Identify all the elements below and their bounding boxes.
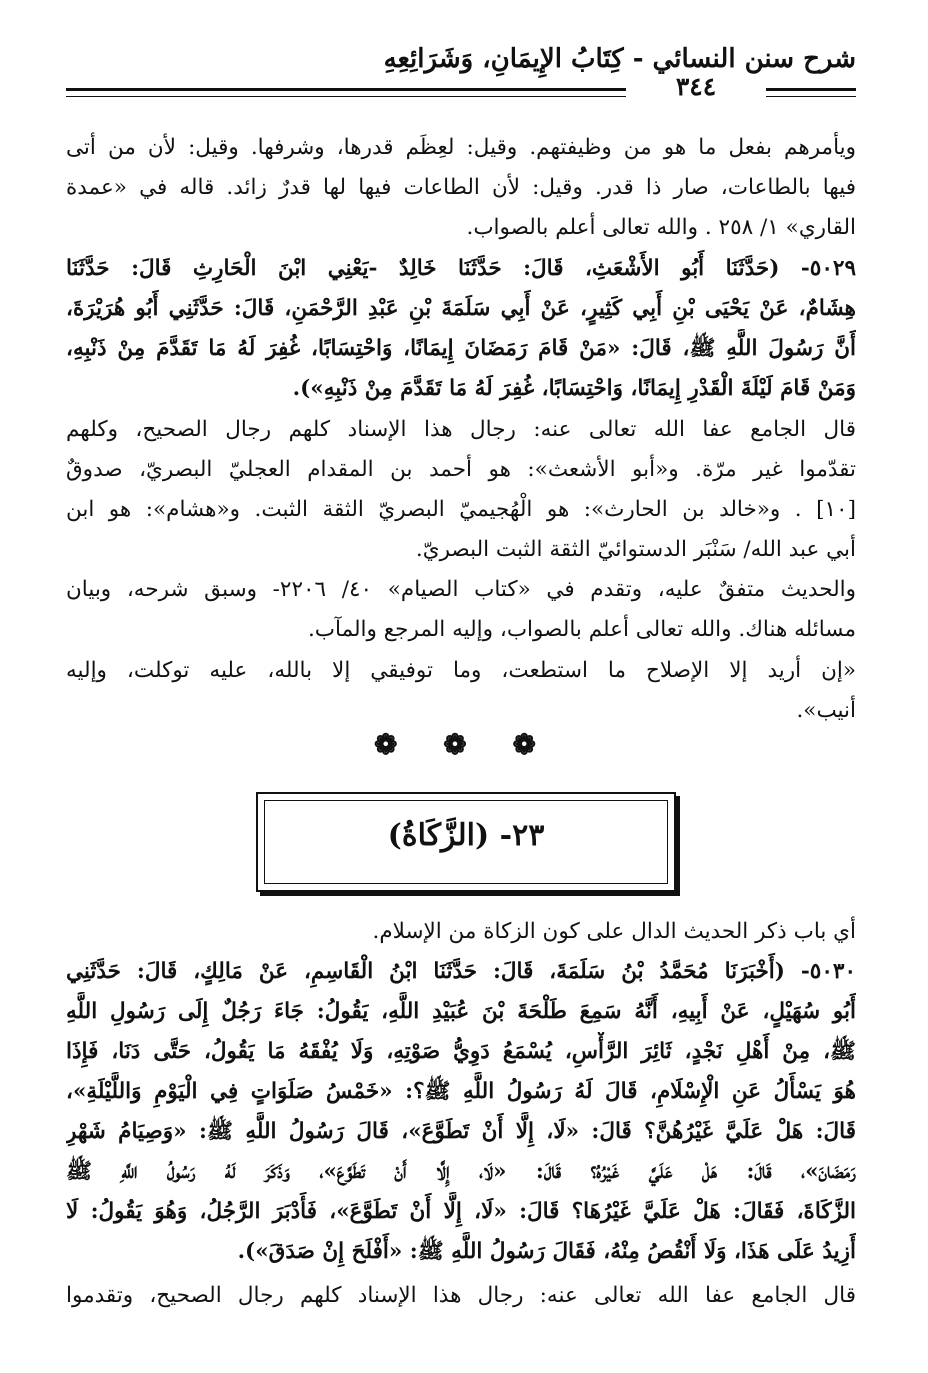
header-rule-right-thin bbox=[766, 96, 856, 97]
page-number: ٣٤٤ bbox=[675, 72, 717, 101]
text-line: [١٠] . و«خالد بن الحارث»: هو الْهُجيميّ البصريّ الثقة الثبت. و«هشام»: هو ابن bbox=[66, 497, 856, 522]
text-line: ويأمرهم بفعل ما هو من وظيفتهم. وقيل: لعِظَم قدرها، وشرفها. وقيل: لأن من أتى bbox=[66, 135, 856, 160]
paragraph-intro bbox=[66, 128, 856, 248]
hadith-line: الزَّكَاةَ، فَقَالَ: هَلْ عَلَيَّ غَيْرُهَا؟ قَالَ: «لَا، إِلَّا أَنْ تَطَوَّعَ»، فَأَدْبَرَ الرَّجُلُ، وَهُوَ يَقُولُ: لَا bbox=[66, 1199, 856, 1224]
text-line: قال الجامع عفا الله تعالى عنه: رجال هذا الإسناد كلهم رجال الصحيح، وكلهم bbox=[66, 417, 856, 442]
text-line: فيها بالطاعات، صار ذا قدر. وقيل: لأن الطاعات فيها لها قدرٌ زائد. قاله في «عمدة bbox=[66, 175, 856, 200]
hadith-line: ٥٠٣٠- (أَخْبَرَنَا مُحَمَّدُ بْنُ سَلَمَةَ، قَالَ: حَدَّثَنَا ابْنُ الْقَاسِمِ، عَنْ مَالِكٍ، قَالَ: حَدَّثَنِي bbox=[66, 959, 856, 984]
header-rule-thin bbox=[66, 96, 626, 97]
page-header bbox=[66, 40, 856, 110]
text-line: مسائله هناك. والله تعالى أعلم بالصواب، وإليه المرجع والمآب. bbox=[307, 617, 856, 642]
hadith-line: أَزِيدُ عَلَى هَذَا، وَلَا أَنْقُصُ مِنْهُ، فَقَالَ رَسُولُ اللَّهِ ﷺ: «أَفْلَحَ إِنْ صَدَقَ»). bbox=[237, 1239, 856, 1264]
text-line: أبي عبد الله/ سَنْبَر الدستوائيّ الثقة الثبت البصريّ. bbox=[415, 537, 856, 562]
text-line: قال الجامع عفا الله تعالى عنه: رجال هذا الإسناد كلهم رجال الصحيح، وتقدموا bbox=[66, 1283, 856, 1308]
hadith-line: قَالَ: هَلْ عَلَيَّ غَيْرُهُنَّ؟ قَالَ: «لَا، إِلَّا أَنْ تَطَوَّعَ»، قَالَ رَسُولُ اللَّهِ ﷺ: «وَصِيَامُ شَهْرِ bbox=[66, 1119, 856, 1144]
chapter-intro bbox=[66, 912, 856, 952]
hadith-5029 bbox=[66, 249, 856, 409]
hadith-line: هِشَامٌ، عَنْ يَحْيَى بْنِ أَبِي كَثِيرٍ، عَنْ أَبِي سَلَمَةَ بْنِ عَبْدِ الرَّحْمَنِ، قَالَ: حَدَّثَنِي أَبُو هُرَيْرَةَ، bbox=[66, 296, 856, 321]
commentary-source bbox=[66, 570, 856, 650]
commentary-narrators bbox=[66, 410, 856, 570]
hadith-line: رَمَضَانَ»، قَالَ: هَلْ عَلَيَّ غَيْرُهُ؟ قَالَ: «لَا، إِلَّا أَنْ تَطَوَّعَ»، وَذَكَرَ لَهُ رَسُولُ اللَّهِ ﷺ bbox=[66, 1159, 856, 1184]
hadith-5030 bbox=[66, 952, 856, 1272]
section-separator: ❁ ❁ ❁ bbox=[374, 728, 554, 761]
hadith-line: أَبُو سُهَيْلٍ، عَنْ أَبِيهِ، أَنَّهُ سَمِعَ طَلْحَةَ بْنَ عُبَيْدِ اللَّهِ، يَقُولُ: جَاءَ رَجُلٌ إِلَى رَسُولِ اللَّهِ bbox=[66, 999, 856, 1024]
hadith-line: ٥٠٢٩- (حَدَّثَنَا أَبُو الأَشْعَثِ، قَالَ: حَدَّثَنَا خَالِدٌ -يَعْنِي ابْنَ الْحَارِثِ قَالَ: حَدَّثَنَا bbox=[66, 256, 856, 281]
hadith-line: ﷺ، مِنْ أَهْلِ نَجْدٍ، ثَائِرَ الرَّأْسِ، يُسْمَعُ دَوِيُّ صَوْتِهِ، وَلَا يُفْقَهُ مَا يَقُولُ، حَتَّى دَنَا، فَإِذَا bbox=[66, 1039, 856, 1064]
commentary-narrators-2 bbox=[66, 1276, 856, 1316]
hadith-line: أَنَّ رَسُولَ اللَّهِ ﷺ، قَالَ: «مَنْ قَامَ رَمَضَانَ إِيمَانًا، وَاحْتِسَابًا، غُفِرَ لَهُ مَا تَقَدَّمَ مِنْ ذَنْبِهِ، bbox=[66, 336, 856, 361]
header-rule-right bbox=[766, 88, 856, 91]
text-line: القاري» ١/ ٢٥٨ . والله تعالى أعلم بالصواب. bbox=[466, 215, 856, 240]
text-line: تقدّموا غير مرّة. و«أبو الأشعث»: هو أحمد بن المقدام العجليّ البصريّ، صدوقٌ bbox=[66, 457, 856, 482]
running-title: شرح سنن النسائي - كِتَابُ الإِيمَانِ، وَشَرَائِعِهِ bbox=[383, 44, 856, 74]
header-rule bbox=[66, 88, 626, 91]
chapter-heading-frame bbox=[256, 792, 676, 892]
text-line: أنيب». bbox=[796, 698, 856, 723]
closing-quote bbox=[66, 651, 856, 731]
hadith-line: هُوَ يَسْأَلُ عَنِ الْإِسْلَامِ، قَالَ لَهُ رَسُولُ اللَّهِ ﷺ؟: «خَمْسُ صَلَوَاتٍ فِي الْيَوْمِ وَاللَّيْلَةِ»، bbox=[66, 1079, 856, 1104]
text-line: والحديث متفقٌ عليه، وتقدم في «كتاب الصيام» ٤٠/ ٢٢٠٦- وسبق شرحه، وبيان bbox=[66, 577, 856, 602]
text-line: أي باب ذكر الحديث الدال على كون الزكاة من الإسلام. bbox=[372, 919, 856, 944]
text-line: «إن أريد إلا الإصلاح ما استطعت، وما توفيقي إلا بالله، عليه توكلت، وإليه bbox=[66, 658, 856, 683]
chapter-title: ٢٣- (الزَّكَاةُ) bbox=[387, 818, 545, 853]
hadith-line: وَمَنْ قَامَ لَيْلَةَ الْقَدْرِ إِيمَانًا، وَاحْتِسَابًا، غُفِرَ لَهُ مَا تَقَدَّمَ مِنْ ذَنْبِهِ»). bbox=[292, 376, 856, 401]
